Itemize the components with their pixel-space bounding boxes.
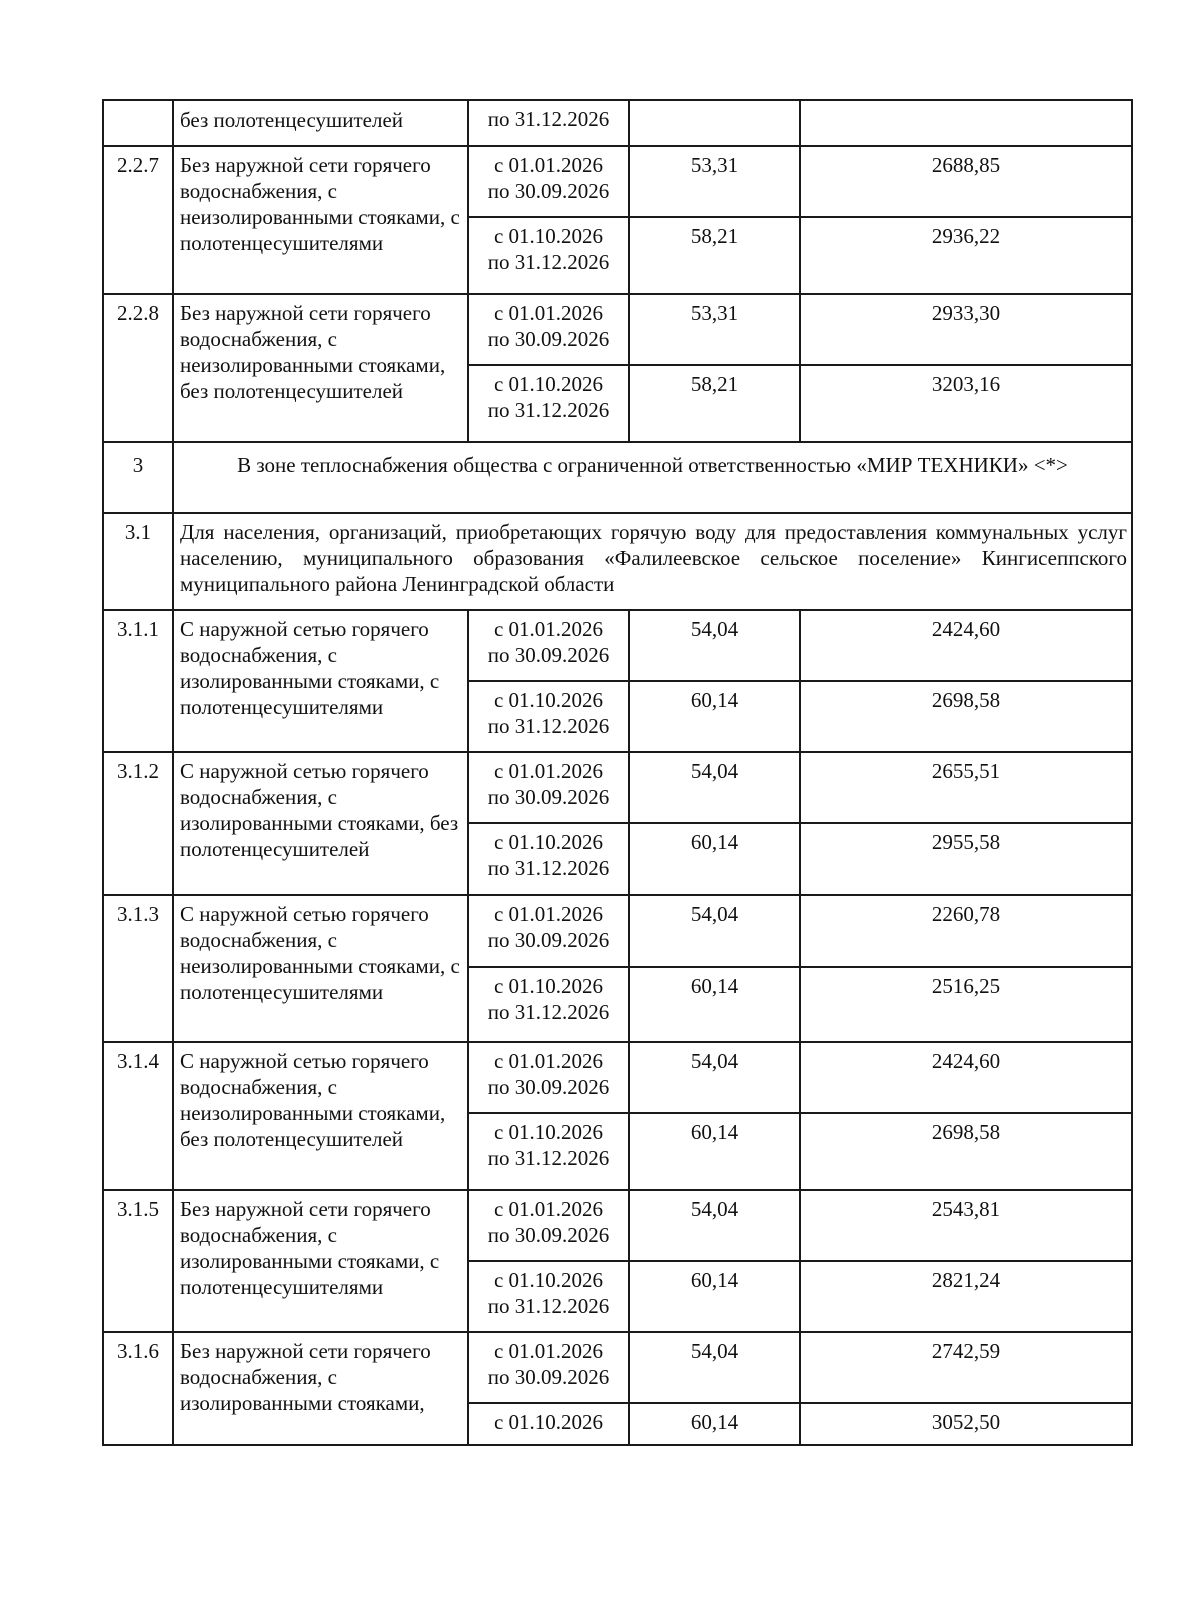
- row-name: Без наружной сети горячего водоснабжения, с неизолированными стояками, без полотенцесушителей: [173, 294, 468, 442]
- period-from: с 01.10.2026: [493, 224, 604, 248]
- period-from: с 01.01.2026: [493, 153, 604, 177]
- row-number: 3: [103, 442, 173, 513]
- period-from: с 01.01.2026: [493, 759, 604, 783]
- period-to: по 30.09.2026: [487, 643, 610, 667]
- value-b: 3052,50: [800, 1403, 1132, 1445]
- period-cell: [468, 967, 629, 1042]
- value-b: 2698,58: [800, 681, 1132, 752]
- value-a: 60,14: [629, 967, 800, 1042]
- value-a: 60,14: [629, 681, 800, 752]
- value-b-cell: [800, 100, 1132, 146]
- row-name: Без наружной сети горячего водоснабжения, с неизолированными стояками, с полотенцесушителями: [173, 146, 468, 294]
- group-heading: Для населения, организаций, приобретающих горячую воду для предоставления коммунальных услуг населению, муниципального образования «Фалилеевское сельское поселение» Кингисеппского муниципального района Ленинградской области: [173, 513, 1132, 610]
- period-to: по 30.09.2026: [487, 1223, 610, 1247]
- row-number: 2.2.8: [103, 294, 173, 442]
- period-to: по 31.12.2026: [487, 398, 610, 422]
- period-to: по 30.09.2026: [487, 1365, 610, 1389]
- value-a-cell: [629, 100, 800, 146]
- row-number: 3.1.2: [103, 752, 173, 895]
- period-from: с 01.01.2026: [493, 1197, 604, 1221]
- period-to: по 31.12.2026: [487, 714, 610, 738]
- period-cell: [468, 1261, 629, 1332]
- zone-heading: В зоне теплоснабжения общества с ограниченной ответственностью «МИР ТЕХНИКИ» <*>: [173, 442, 1132, 513]
- section-row: [103, 442, 1132, 513]
- period-from: с 01.10.2026: [493, 372, 604, 396]
- table-row: [103, 1042, 1132, 1113]
- period-cell: [468, 294, 629, 365]
- value-a: 54,04: [629, 610, 800, 681]
- period-from: с 01.10.2026: [493, 1268, 604, 1292]
- period-from: с 01.01.2026: [493, 617, 604, 641]
- period-from: с 01.01.2026: [493, 301, 604, 325]
- row-name: С наружной сетью горячего водоснабжения, с изолированными стояками, с полотенцесушителями: [173, 610, 468, 752]
- row-name: Без наружной сети горячего водоснабжения, с изолированными стояками,: [173, 1332, 468, 1445]
- period-to: по 31.12.2026: [487, 856, 610, 880]
- row-name: С наружной сетью горячего водоснабжения, с неизолированными стояками, с полотенцесушителями: [173, 895, 468, 1042]
- value-a: 60,14: [629, 1403, 800, 1445]
- period-cell: [468, 146, 629, 217]
- value-b: 2516,25: [800, 967, 1132, 1042]
- period-cell: [468, 895, 629, 967]
- value-b: 2655,51: [800, 752, 1132, 823]
- value-a: 54,04: [629, 1042, 800, 1113]
- value-a: 53,31: [629, 146, 800, 217]
- period-from: с 01.01.2026: [493, 1049, 604, 1073]
- period-from: с 01.10.2026: [493, 974, 604, 998]
- value-a: 60,14: [629, 1261, 800, 1332]
- section-row: [103, 513, 1132, 610]
- table-row: [103, 1190, 1132, 1261]
- tariff-table: [102, 99, 1133, 1446]
- period-cell: [468, 1190, 629, 1261]
- period-from: с 01.10.2026: [493, 688, 604, 712]
- value-a: 60,14: [629, 1113, 800, 1190]
- period-to: по 30.09.2026: [487, 327, 610, 351]
- period-cell: [468, 217, 629, 294]
- table-row: [103, 1332, 1132, 1403]
- period-cell: [468, 1042, 629, 1113]
- period-to: по 30.09.2026: [487, 928, 610, 952]
- value-b: 2424,60: [800, 610, 1132, 681]
- period-cell: [468, 752, 629, 823]
- value-a: 54,04: [629, 752, 800, 823]
- row-number: 3.1.6: [103, 1332, 173, 1445]
- period-to: по 30.09.2026: [487, 1075, 610, 1099]
- period-from: с 01.10.2026: [493, 1410, 604, 1434]
- value-b: 2698,58: [800, 1113, 1132, 1190]
- row-number: 3.1.4: [103, 1042, 173, 1190]
- row-number: 3.1.1: [103, 610, 173, 752]
- period-from: с 01.01.2026: [493, 1339, 604, 1363]
- period-cell: [468, 681, 629, 752]
- period-cell: [468, 610, 629, 681]
- value-a: 58,21: [629, 365, 800, 442]
- row-name: С наружной сетью горячего водоснабжения, с неизолированными стояками, без полотенцесушителей: [173, 1042, 468, 1190]
- row-name: С наружной сетью горячего водоснабжения, с изолированными стояками, без полотенцесушителей: [173, 752, 468, 895]
- value-a: 53,31: [629, 294, 800, 365]
- table-row: [103, 294, 1132, 365]
- value-b: 3203,16: [800, 365, 1132, 442]
- period-from: с 01.10.2026: [493, 830, 604, 854]
- value-b: 2821,24: [800, 1261, 1132, 1332]
- value-a: 54,04: [629, 1332, 800, 1403]
- row-number: 3.1.3: [103, 895, 173, 1042]
- name-cell: без полотенцесушителей: [173, 100, 468, 146]
- value-b: 2688,85: [800, 146, 1132, 217]
- period-cell: [468, 1403, 629, 1445]
- row-number: 3.1.5: [103, 1190, 173, 1332]
- table-row: [103, 100, 1132, 146]
- period-to: по 31.12.2026: [487, 250, 610, 274]
- table-row: [103, 610, 1132, 681]
- value-a: 60,14: [629, 823, 800, 895]
- num-cell: [103, 100, 173, 146]
- row-name: Без наружной сети горячего водоснабжения, с изолированными стояками, с полотенцесушителями: [173, 1190, 468, 1332]
- period-to: по 31.12.2026: [487, 1000, 610, 1024]
- table-row: [103, 895, 1132, 967]
- period-cell: [468, 100, 629, 146]
- period-to: по 30.09.2026: [487, 179, 610, 203]
- row-number: 3.1: [103, 513, 173, 610]
- period-to: по 31.12.2026: [487, 1146, 610, 1170]
- row-number: 2.2.7: [103, 146, 173, 294]
- value-b: 2933,30: [800, 294, 1132, 365]
- period-to: по 31.12.2026: [487, 107, 610, 131]
- period-to: по 31.12.2026: [487, 1294, 610, 1318]
- value-a: 58,21: [629, 217, 800, 294]
- value-a: 54,04: [629, 1190, 800, 1261]
- period-cell: [468, 365, 629, 442]
- value-b: 2424,60: [800, 1042, 1132, 1113]
- period-cell: [468, 1113, 629, 1190]
- table-row: [103, 146, 1132, 217]
- value-a: 54,04: [629, 895, 800, 967]
- value-b: 2543,81: [800, 1190, 1132, 1261]
- value-b: 2955,58: [800, 823, 1132, 895]
- period-cell: [468, 823, 629, 895]
- table-row: [103, 752, 1132, 823]
- value-b: 2742,59: [800, 1332, 1132, 1403]
- period-from: с 01.01.2026: [493, 902, 604, 926]
- value-b: 2936,22: [800, 217, 1132, 294]
- period-from: с 01.10.2026: [493, 1120, 604, 1144]
- period-cell: [468, 1332, 629, 1403]
- period-to: по 30.09.2026: [487, 785, 610, 809]
- value-b: 2260,78: [800, 895, 1132, 967]
